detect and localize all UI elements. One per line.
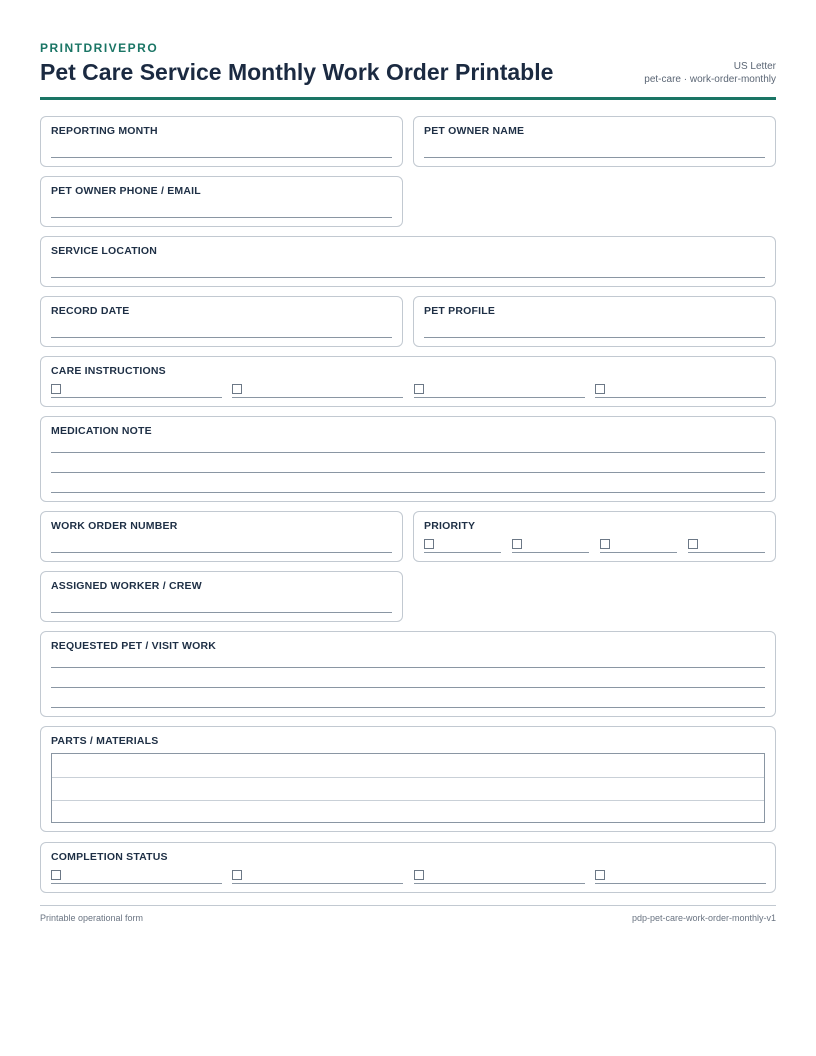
checkbox[interactable] [424,539,434,549]
option-line[interactable] [414,883,585,884]
parts-materials-label: PARTS / MATERIALS [51,735,159,747]
checkbox[interactable] [512,539,522,549]
pet-owner-contact-input[interactable] [51,217,392,218]
care-option-2 [232,384,403,398]
paper-size: US Letter [733,61,776,72]
checkbox[interactable] [595,870,605,880]
brand-name: PRINTDRIVEPRO [40,41,159,55]
medication-note-field [40,416,776,502]
requested-work-line[interactable] [51,667,765,668]
pet-owner-contact-field [40,176,403,227]
work-order-number-label: WORK ORDER NUMBER [51,520,178,532]
option-line[interactable] [51,397,222,398]
checkbox[interactable] [232,384,242,394]
option-line[interactable] [232,397,403,398]
checkbox[interactable] [595,384,605,394]
option-line[interactable] [414,397,585,398]
checkbox[interactable] [232,870,242,880]
checkbox[interactable] [414,384,424,394]
option-line[interactable] [51,883,222,884]
service-location-label: SERVICE LOCATION [51,245,158,257]
option-line[interactable] [424,552,501,553]
work-order-number-field [40,511,403,562]
priority-label: PRIORITY [424,520,476,532]
form-id: pdp-pet-care-work-order-monthly-v1 [631,913,776,923]
requested-work-line[interactable] [51,707,765,708]
pet-owner-name-input[interactable] [424,157,765,158]
pet-owner-name-field [413,116,776,167]
record-date-field [40,296,403,347]
completion-option-4 [595,870,766,884]
reporting-month-label: REPORTING MONTH [51,125,158,137]
requested-work-label: REQUESTED PET / VISIT WORK [51,640,217,652]
priority-option-1 [424,539,501,553]
option-line[interactable] [595,397,766,398]
checkbox[interactable] [600,539,610,549]
option-line[interactable] [688,552,765,553]
service-location-input[interactable] [51,277,765,278]
page-title: Pet Care Service Monthly Work Order Printable [40,59,554,85]
work-order-number-input[interactable] [51,552,392,553]
medication-note-line[interactable] [51,492,765,493]
priority-field [413,511,776,562]
priority-option-3 [600,539,677,553]
assigned-worker-field [40,571,403,622]
header-rule [40,97,776,100]
table-row-divider [52,800,764,801]
form-tags: pet-care · work-order-monthly [644,74,776,85]
medication-note-line[interactable] [51,472,765,473]
care-option-1 [51,384,222,398]
medication-note-label: MEDICATION NOTE [51,425,152,437]
checkbox[interactable] [51,384,61,394]
medication-note-line[interactable] [51,452,765,453]
option-line[interactable] [600,552,677,553]
priority-option-2 [512,539,589,553]
reporting-month-field [40,116,403,167]
footer-note: Printable operational form [40,913,144,923]
pet-profile-field [413,296,776,347]
completion-status-field [40,842,776,893]
option-line[interactable] [232,883,403,884]
completion-status-label: COMPLETION STATUS [51,851,168,863]
requested-work-line[interactable] [51,687,765,688]
checkbox[interactable] [414,870,424,880]
record-date-input[interactable] [51,337,392,338]
option-line[interactable] [512,552,589,553]
footer-rule [40,905,776,906]
completion-option-3 [414,870,585,884]
requested-work-field [40,631,776,717]
care-option-4 [595,384,766,398]
pet-owner-name-label: PET OWNER NAME [424,125,525,137]
checkbox[interactable] [51,870,61,880]
pet-owner-contact-label: PET OWNER PHONE / EMAIL [51,185,201,197]
completion-option-1 [51,870,222,884]
priority-option-4 [688,539,765,553]
reporting-month-input[interactable] [51,157,392,158]
page-meta [644,60,776,86]
care-option-3 [414,384,585,398]
pet-profile-input[interactable] [424,337,765,338]
option-line[interactable] [595,883,766,884]
completion-option-2 [232,870,403,884]
pet-profile-label: PET PROFILE [424,305,496,317]
record-date-label: RECORD DATE [51,305,130,317]
assigned-worker-label: ASSIGNED WORKER / CREW [51,580,202,592]
service-location-field [40,236,776,287]
assigned-worker-input[interactable] [51,612,392,613]
parts-materials-field [40,726,776,832]
parts-materials-table [51,753,765,823]
table-row-divider [52,777,764,778]
care-instructions-label: CARE INSTRUCTIONS [51,365,166,377]
care-instructions-field [40,356,776,407]
checkbox[interactable] [688,539,698,549]
